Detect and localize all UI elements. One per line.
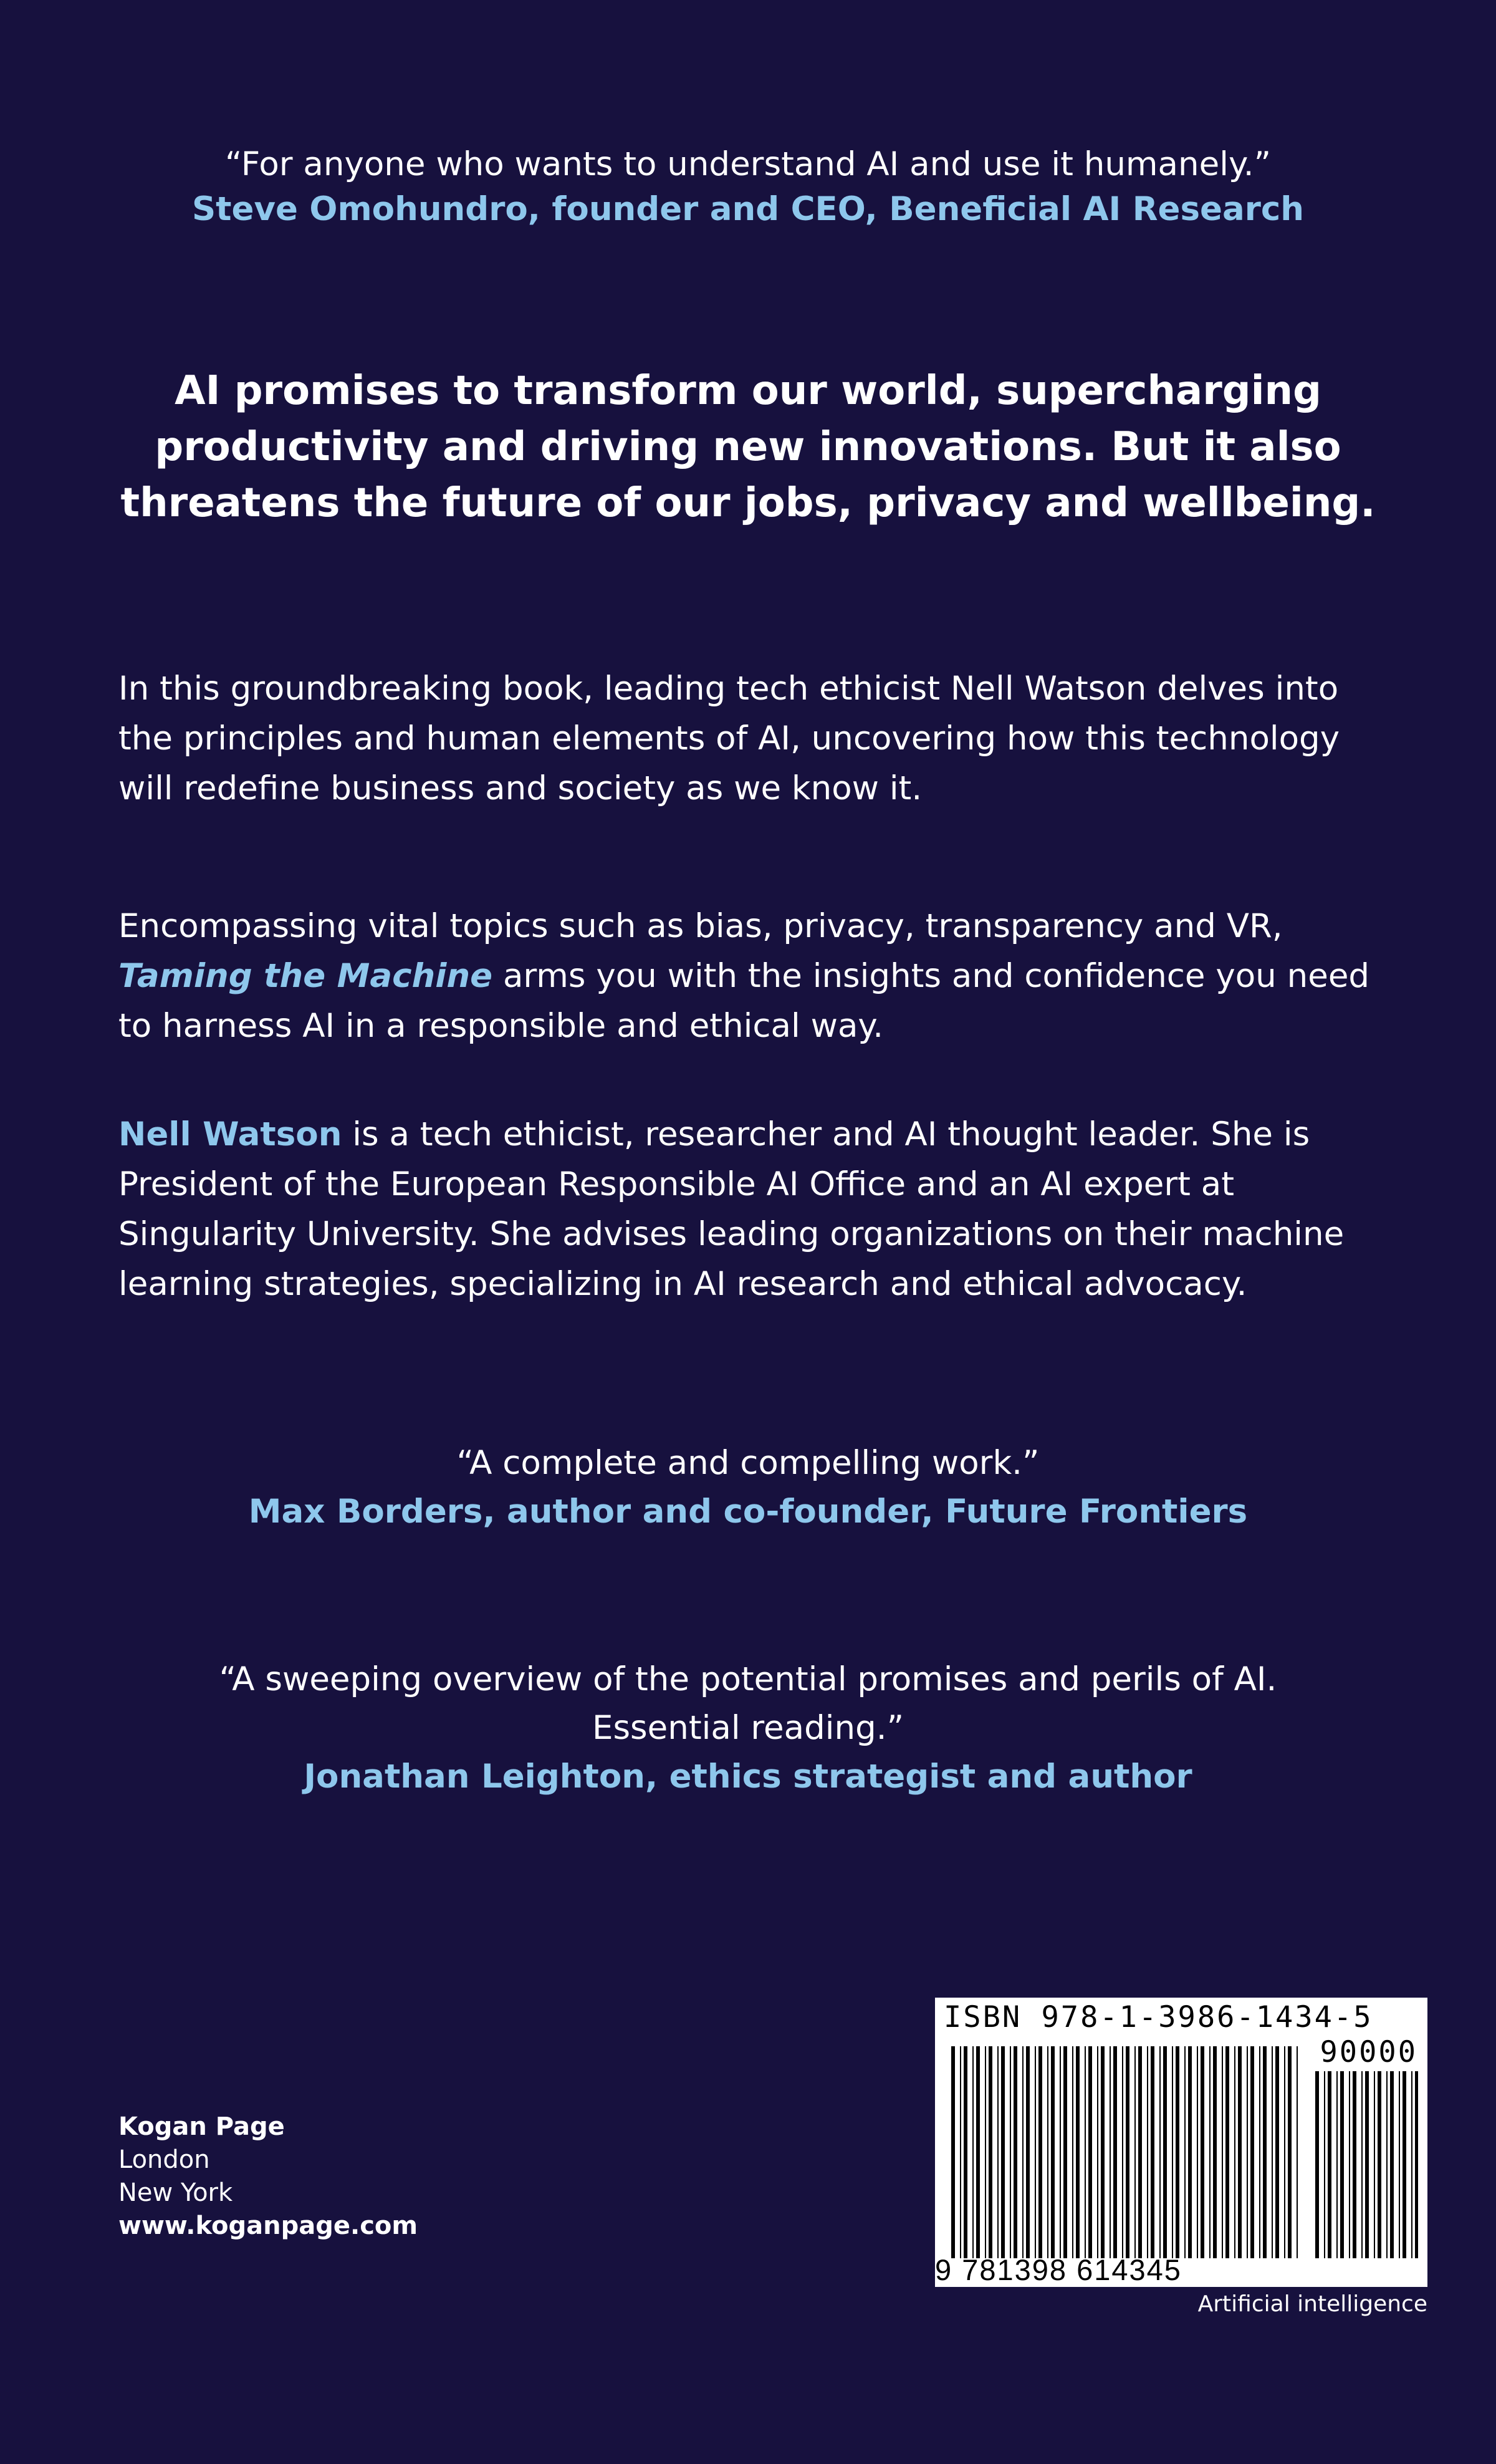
- barcode-bar: [1026, 2046, 1030, 2258]
- barcode-bar: [1014, 2046, 1017, 2258]
- barcode-bar: [985, 2046, 986, 2258]
- endorsement-quote-1: [0, 142, 1496, 232]
- barcode-bar: [1197, 2046, 1198, 2258]
- author-bio: [118, 1110, 1396, 1309]
- barcode-bar: [1063, 2046, 1067, 2258]
- paragraph-line: President of the European Responsible AI Office and an AI expert at: [118, 1165, 1235, 1203]
- publisher-info: [118, 2110, 418, 2243]
- barcode-bar: [1035, 2046, 1036, 2258]
- barcode-bar: [1147, 2046, 1148, 2258]
- barcode-bar: [1411, 2071, 1412, 2258]
- barcode-bar: [1022, 2046, 1024, 2258]
- barcode-addon-bars: [1315, 2071, 1418, 2258]
- quote-attribution: Jonathan Leighton, ethics strategist and author: [304, 1758, 1192, 1796]
- barcode-bar: [1051, 2046, 1055, 2258]
- ean-digits: 9 781398 614345: [935, 2253, 1182, 2286]
- barcode-bar: [1415, 2071, 1418, 2258]
- quote-attribution: Steve Omohundro, founder and CEO, Beneficial AI Research: [192, 190, 1304, 228]
- barcode-bar: [1138, 2046, 1142, 2258]
- paragraph-line: In this groundbreaking book, leading tech ethicist Nell Watson delves into: [118, 670, 1339, 708]
- description-paragraph-2: [118, 902, 1396, 1051]
- barcode-bar: [1386, 2071, 1388, 2258]
- barcode-bar: [1201, 2046, 1204, 2258]
- barcode-bar: [1159, 2046, 1161, 2258]
- barcode-bar: [1247, 2046, 1248, 2258]
- barcode-bar: [1272, 2046, 1273, 2258]
- barcode-bar: [976, 2046, 980, 2258]
- barcode-addon-number: 90000: [1320, 2035, 1417, 2069]
- paragraph-line: Encompassing vital topics such as bias, privacy, transparency and VR,: [118, 907, 1283, 945]
- publisher-website: www.koganpage.com: [118, 2211, 418, 2240]
- barcode-bar: [1297, 2046, 1298, 2258]
- barcode-bar: [1315, 2071, 1319, 2258]
- barcode-bar: [1134, 2046, 1136, 2258]
- barcode-bar: [960, 2046, 961, 2258]
- barcode-bar: [1163, 2046, 1167, 2258]
- publisher-city: London: [118, 2145, 210, 2174]
- barcode-bars: [951, 2046, 1300, 2258]
- barcode-bar: [1234, 2046, 1235, 2258]
- barcode-bar: [1259, 2046, 1260, 2258]
- barcode-bar: [1349, 2071, 1350, 2258]
- publisher-city: New York: [118, 2178, 233, 2207]
- barcode-bar: [1365, 2071, 1369, 2258]
- barcode-bar: [1010, 2046, 1011, 2258]
- barcode-bar: [1113, 2046, 1117, 2258]
- barcode-bar: [1110, 2046, 1111, 2258]
- endorsement-quote-2: [0, 1439, 1496, 1536]
- paragraph-text: is a tech ethicist, researcher and AI thought leader. She is: [342, 1115, 1310, 1153]
- barcode-bar: [1076, 2046, 1080, 2258]
- paragraph-line: will redefine business and society as we know it.: [118, 769, 923, 807]
- barcode-bar: [1001, 2046, 1005, 2258]
- barcode-bar: [1172, 2046, 1173, 2258]
- barcode-bar: [997, 2046, 999, 2258]
- barcode-bar: [1328, 2071, 1331, 2258]
- barcode-bar: [1225, 2046, 1229, 2258]
- barcode-bar: [1213, 2046, 1217, 2258]
- barcode-bar: [1288, 2046, 1292, 2258]
- barcode-bar: [1374, 2071, 1375, 2258]
- barcode-bar: [1275, 2046, 1279, 2258]
- barcode-bar: [1361, 2071, 1363, 2258]
- barcode-bar: [1336, 2071, 1338, 2258]
- publisher-name: Kogan Page: [118, 2112, 285, 2141]
- barcode-bar: [989, 2046, 992, 2258]
- barcode-bar: [1263, 2046, 1267, 2258]
- author-name: Nell Watson: [118, 1115, 342, 1153]
- paragraph-text: arms you with the insights and confidence you need: [492, 957, 1370, 995]
- quote-attribution: Max Borders, author and co-founder, Future Frontiers: [248, 1493, 1248, 1531]
- barcode-bar: [1399, 2071, 1400, 2258]
- barcode-bar: [1402, 2071, 1406, 2258]
- barcode-bar: [1324, 2071, 1325, 2258]
- barcode-bar: [1122, 2046, 1123, 2258]
- headline-line: productivity and driving new innovations. But it also: [155, 424, 1341, 470]
- barcode-bar: [1250, 2046, 1254, 2258]
- isbn-barcode: [935, 1998, 1427, 2287]
- headline: [0, 363, 1496, 531]
- barcode-bar: [1238, 2046, 1242, 2258]
- barcode-bar: [1284, 2046, 1285, 2258]
- barcode-bar: [1209, 2046, 1211, 2258]
- paragraph-line: [118, 1110, 1396, 1160]
- paragraph-line: to harness AI in a responsible and ethical way.: [118, 1007, 884, 1045]
- barcode-bar: [1184, 2046, 1186, 2258]
- barcode-bar: [1340, 2071, 1344, 2258]
- headline-line: AI promises to transform our world, supercharging: [175, 368, 1321, 414]
- book-title: Taming the Machine: [118, 957, 493, 995]
- quote-text: “A sweeping overview of the potential promises and perils of AI.: [219, 1660, 1277, 1698]
- barcode-bar: [1060, 2046, 1061, 2258]
- barcode-bar: [1378, 2071, 1381, 2258]
- headline-line: threatens the future of our jobs, privacy and wellbeing.: [120, 480, 1376, 526]
- isbn-label: ISBN 978-1-3986-1434-5: [944, 2000, 1373, 2034]
- barcode-bar: [951, 2046, 955, 2258]
- paragraph-line: [118, 951, 1396, 1001]
- quote-text: Essential reading.”: [592, 1709, 904, 1747]
- barcode-bar: [1222, 2046, 1223, 2258]
- barcode-bar: [1176, 2046, 1179, 2258]
- barcode-bar: [1151, 2046, 1154, 2258]
- barcode-bar: [1353, 2071, 1356, 2258]
- barcode-bar: [1097, 2046, 1098, 2258]
- endorsement-quote-3: [0, 1655, 1496, 1801]
- barcode-bar: [1188, 2046, 1192, 2258]
- barcode-bar: [1126, 2046, 1129, 2258]
- barcode-bar: [964, 2046, 967, 2258]
- paragraph-line: the principles and human elements of AI, uncovering how this technology: [118, 719, 1340, 758]
- barcode-bar: [1085, 2046, 1086, 2258]
- barcode-bar: [1072, 2046, 1073, 2258]
- barcode-bar: [1038, 2046, 1042, 2258]
- paragraph-line: learning strategies, specializing in AI research and ethical advocacy.: [118, 1265, 1247, 1303]
- paragraph-line: Singularity University. She advises leading organizations on their machine: [118, 1215, 1345, 1253]
- barcode-bar: [1101, 2046, 1105, 2258]
- quote-text: “For anyone who wants to understand AI and use it humanely.”: [224, 145, 1272, 183]
- subject-category: Artificial intelligence: [1197, 2291, 1427, 2317]
- barcode-bar: [972, 2046, 974, 2258]
- barcode-bar: [1047, 2046, 1048, 2258]
- barcode-bar: [1390, 2071, 1394, 2258]
- quote-text: “A complete and compelling work.”: [456, 1444, 1040, 1482]
- barcode-bar: [1088, 2046, 1092, 2258]
- description-paragraph-1: [118, 664, 1396, 814]
